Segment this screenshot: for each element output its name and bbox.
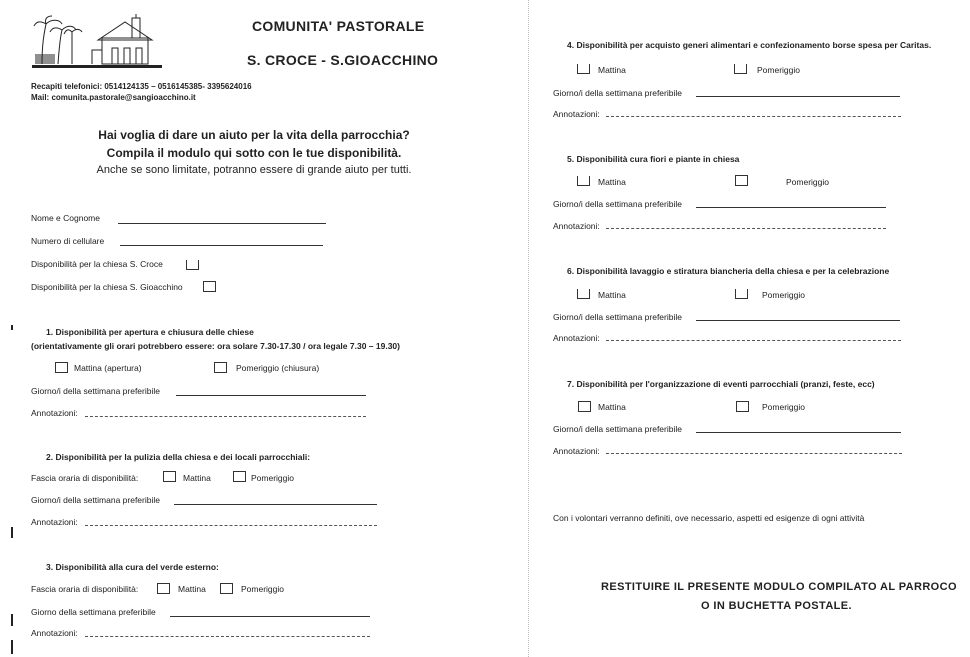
- s1-afternoon-checkbox[interactable]: [214, 362, 227, 373]
- s4-notes-field[interactable]: [606, 116, 901, 117]
- gioacchino-label: Disponibilità per la chiesa S. Gioacchino: [31, 282, 183, 292]
- section-5-title: 5. Disponibilità cura fiori e piante in chiesa: [567, 154, 740, 164]
- s5-afternoon-checkbox[interactable]: [735, 175, 748, 186]
- s3-days-field[interactable]: [170, 616, 370, 617]
- footer-note: Con i volontari verranno definiti, ove necessario, aspetti ed esigenze di ogni attività: [553, 513, 865, 523]
- name-label: Nome e Cognome: [31, 213, 100, 223]
- s7-days-field[interactable]: [696, 432, 901, 433]
- s5-morning-label: Mattina: [598, 177, 626, 187]
- s3-afternoon-label: Pomeriggio: [241, 584, 284, 594]
- margin-mark: [11, 614, 13, 626]
- section-1-title: 1. Disponibilità per apertura e chiusura delle chiese: [46, 327, 254, 337]
- s4-days-field[interactable]: [696, 96, 900, 97]
- s6-days-label: Giorno/i della settimana preferibile: [553, 312, 682, 322]
- margin-mark: [11, 640, 13, 654]
- s2-notes-label: Annotazioni:: [31, 517, 78, 527]
- margin-mark: [11, 325, 13, 330]
- s3-afternoon-checkbox[interactable]: [220, 583, 233, 594]
- s1-notes-field[interactable]: [85, 416, 366, 417]
- s2-notes-field[interactable]: [85, 525, 377, 526]
- s3-notes-field[interactable]: [85, 636, 370, 637]
- s5-days-field[interactable]: [696, 207, 886, 208]
- intro-question: Hai voglia di dare un aiuto per la vita della parrocchia?: [98, 128, 410, 142]
- return-instruction-1: RESTITUIRE IL PRESENTE MODULO COMPILATO AL PARROCO: [601, 581, 957, 593]
- s1-days-field[interactable]: [176, 395, 366, 396]
- gioacchino-checkbox[interactable]: [203, 281, 216, 292]
- s4-morning-checkbox[interactable]: [577, 64, 590, 74]
- phone-label: Numero di cellulare: [31, 236, 105, 246]
- s3-morning-label: Mattina: [178, 584, 206, 594]
- header-title-2: S. CROCE - S.GIOACCHINO: [247, 52, 439, 68]
- s2-fascia-label: Fascia oraria di disponibilità:: [31, 473, 139, 483]
- s7-morning-label: Mattina: [598, 402, 626, 412]
- page-fold: [528, 0, 530, 657]
- s3-notes-label: Annotazioni:: [31, 628, 78, 638]
- s5-afternoon-label: Pomeriggio: [786, 177, 829, 187]
- s2-days-label: Giorno/i della settimana preferibile: [31, 495, 160, 505]
- s7-days-label: Giorno/i della settimana preferibile: [553, 424, 682, 434]
- s7-notes-field[interactable]: [606, 453, 902, 454]
- s6-afternoon-checkbox[interactable]: [735, 289, 748, 299]
- s4-afternoon-checkbox[interactable]: [734, 64, 747, 74]
- s7-notes-label: Annotazioni:: [553, 446, 600, 456]
- s5-notes-label: Annotazioni:: [553, 221, 600, 231]
- s3-days-label: Giorno della settimana preferibile: [31, 607, 156, 617]
- margin-mark: [11, 527, 13, 538]
- section-1-note: (orientativamente gli orari potrebbero essere: ora solare 7.30-17.30 / ora legale 7.30 – 19.30): [31, 341, 400, 351]
- s6-morning-checkbox[interactable]: [577, 289, 590, 299]
- s3-fascia-label: Fascia oraria di disponibilità:: [31, 584, 139, 594]
- s1-morning-checkbox[interactable]: [55, 362, 68, 373]
- section-7-title: 7. Disponibilità per l'organizzazione di eventi parrocchiali (pranzi, feste, ecc): [567, 379, 875, 389]
- return-instruction-2: O IN BUCHETTA POSTALE.: [701, 600, 852, 612]
- intro-instruction: Compila il modulo qui sotto con le tue disponibilità.: [106, 146, 402, 160]
- s2-morning-label: Mattina: [183, 473, 211, 483]
- s3-morning-checkbox[interactable]: [157, 583, 170, 594]
- s4-afternoon-label: Pomeriggio: [757, 65, 800, 75]
- s1-morning-label: Mattina (apertura): [74, 363, 142, 373]
- s7-afternoon-label: Pomeriggio: [762, 402, 805, 412]
- s5-days-label: Giorno/i della settimana preferibile: [553, 199, 682, 209]
- section-6-title: 6. Disponibilità lavaggio e stiratura biancheria della chiesa e per la celebrazione: [567, 266, 890, 276]
- s2-morning-checkbox[interactable]: [163, 471, 176, 482]
- s6-afternoon-label: Pomeriggio: [762, 290, 805, 300]
- s4-days-label: Giorno/i della settimana preferibile: [553, 88, 682, 98]
- s7-afternoon-checkbox[interactable]: [736, 401, 749, 412]
- s2-afternoon-label: Pomeriggio: [251, 473, 294, 483]
- s7-morning-checkbox[interactable]: [578, 401, 591, 412]
- s1-days-label: Giorno/i della settimana preferibile: [31, 386, 160, 396]
- header-title-1: COMUNITA' PASTORALE: [252, 18, 425, 34]
- s1-notes-label: Annotazioni:: [31, 408, 78, 418]
- header-phones: Recapiti telefonici: 0514124135 – 0516145385- 3395624016: [31, 82, 252, 91]
- phone-field[interactable]: [120, 245, 323, 246]
- croce-label: Disponibilità per la chiesa S. Croce: [31, 259, 163, 269]
- name-field[interactable]: [118, 223, 326, 224]
- s5-morning-checkbox[interactable]: [577, 176, 590, 186]
- s4-notes-label: Annotazioni:: [553, 109, 600, 119]
- section-2-title: 2. Disponibilità per la pulizia della chiesa e dei locali parrocchiali:: [46, 452, 311, 462]
- s2-days-field[interactable]: [174, 504, 377, 505]
- intro-note: Anche se sono limitate, potranno essere di grande aiuto per tutti.: [96, 164, 412, 176]
- section-4-title: 4. Disponibilità per acquisto generi alimentari e confezionamento borse spesa per Caritas.: [567, 40, 932, 50]
- s4-morning-label: Mattina: [598, 65, 626, 75]
- s2-afternoon-checkbox[interactable]: [233, 471, 246, 482]
- s6-notes-field[interactable]: [606, 340, 901, 341]
- s1-afternoon-label: Pomeriggio (chiusura): [236, 363, 320, 373]
- parish-logo: [32, 14, 162, 72]
- header-mail: Mail: comunita.pastorale@sangioacchino.it: [31, 93, 196, 102]
- section-3-title: 3. Disponibilità alla cura del verde esterno:: [46, 562, 219, 572]
- s5-notes-field[interactable]: [606, 228, 886, 229]
- s6-notes-label: Annotazioni:: [553, 333, 600, 343]
- s6-days-field[interactable]: [696, 320, 900, 321]
- s6-morning-label: Mattina: [598, 290, 626, 300]
- croce-checkbox[interactable]: [186, 260, 199, 270]
